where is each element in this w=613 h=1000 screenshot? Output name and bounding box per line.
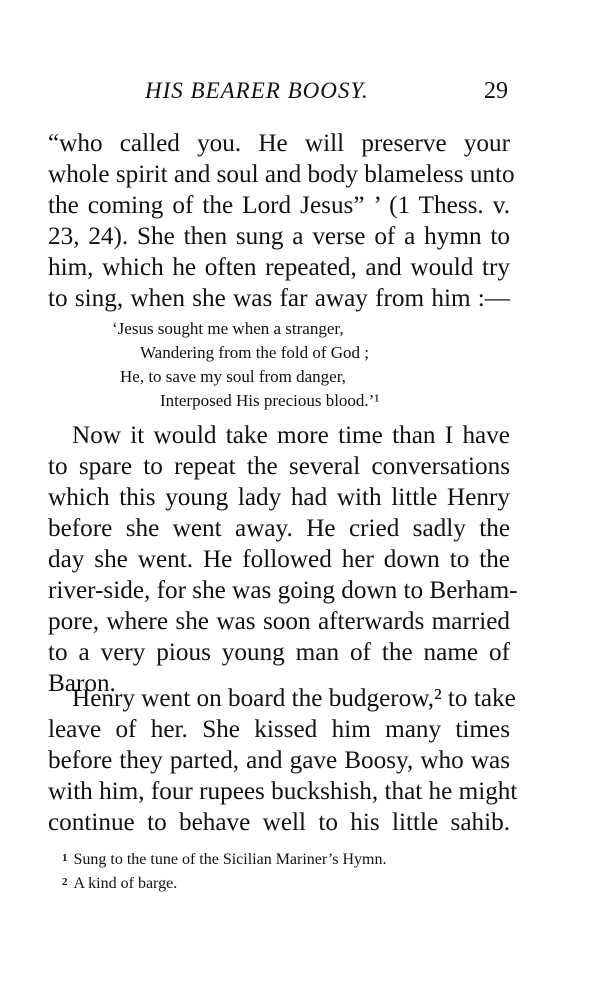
footnote-1	[62, 848, 502, 872]
footnote-mark: 1	[62, 852, 68, 864]
text-line: Baron.	[48, 670, 116, 697]
footnote-text: A kind of barge.	[73, 875, 178, 892]
text-line: him, which he often repeated, and would try	[48, 254, 510, 281]
text-line: before they parted, and gave Boosy, who was	[48, 747, 510, 774]
text-line: Now it would take more time than I have	[72, 422, 510, 449]
footnotes	[62, 848, 502, 896]
text-line: to spare to repeat the several conversations	[48, 453, 510, 480]
text-line: day she went. He followed her down to the	[48, 546, 510, 573]
text-line: to a very pious young man of the name of	[48, 639, 510, 666]
text-line: 23, 24). She then sung a verse of a hymn to	[48, 223, 510, 250]
verse-line: Interposed His precious blood.’¹	[160, 391, 380, 410]
text-line: “who called you. He will preserve your	[48, 130, 510, 157]
paragraph-1	[48, 128, 515, 314]
text-line: Henry went on board the budgerow,² to take	[72, 685, 516, 712]
running-head	[48, 74, 508, 108]
verse-line: He, to save my soul from danger,	[120, 367, 346, 386]
footnote-mark: 2	[62, 876, 68, 888]
paragraph-2	[48, 420, 518, 699]
page-number: 29	[484, 78, 508, 104]
verse-line: ‘Jesus sought me when a stranger,	[112, 319, 344, 338]
text-line: before she went away. He cried sadly the	[48, 515, 510, 542]
text-line: continue to behave well to his little sahib.	[48, 809, 510, 836]
text-line: with him, four rupees buckshish, that he might	[48, 778, 518, 805]
text-line: pore, where she was soon afterwards married	[48, 608, 510, 635]
text-line: to sing, when she was far away from him :—	[48, 285, 510, 312]
text-line: river-side, for she was going down to Berham-	[48, 577, 518, 604]
footnote-2	[62, 872, 502, 896]
text-line: the coming of the Lord Jesus” ’ (1 Thess. v.	[48, 192, 510, 219]
running-title: HIS BEARER BOOSY.	[145, 78, 369, 103]
text-line: which this young lady had with little Henry	[48, 484, 510, 511]
text-line: whole spirit and soul and body blameless unto	[48, 161, 515, 188]
verse-line: Wandering from the fold of God ;	[140, 343, 370, 362]
hymn-verse	[112, 317, 442, 413]
footnote-text: Sung to the tune of the Sicilian Mariner’s Hymn.	[73, 851, 387, 868]
paragraph-3	[48, 683, 518, 838]
text-line: leave of her. She kissed him many times	[48, 716, 510, 743]
